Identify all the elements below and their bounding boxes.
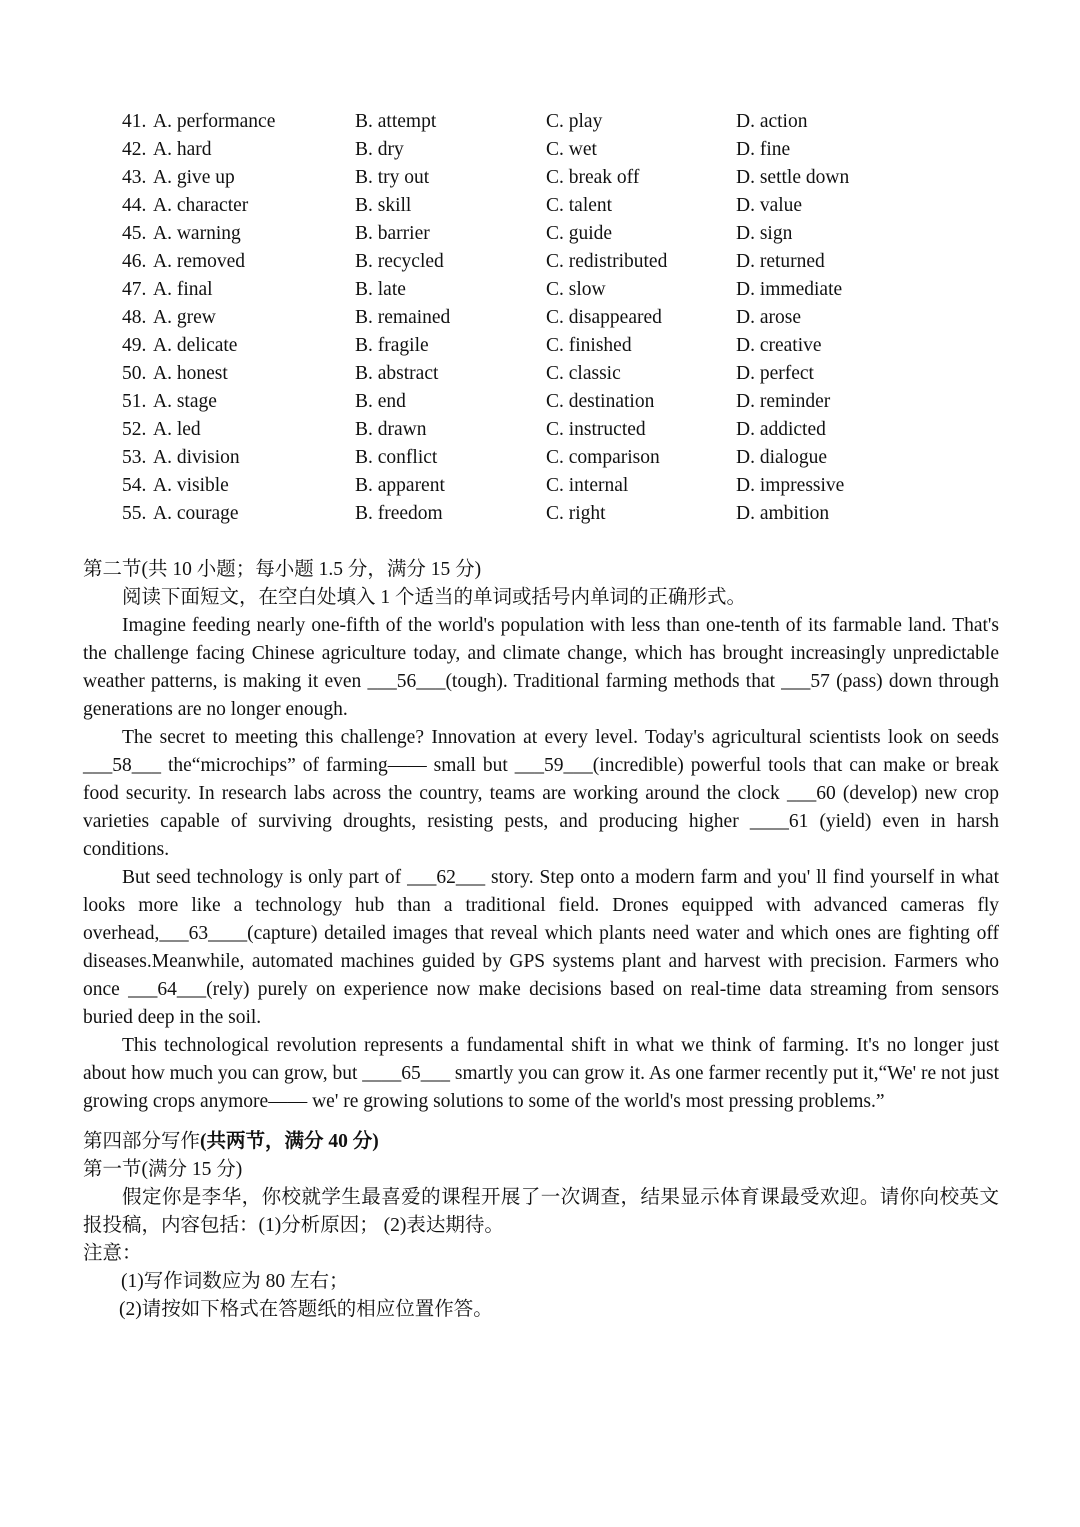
option-d: D. value (736, 195, 803, 216)
option-b: B. conflict (355, 447, 438, 468)
option-row (0, 164, 1080, 192)
option-d: D. fine (736, 139, 791, 160)
question-number: 52. (122, 419, 147, 440)
question-number: 48. (122, 307, 147, 328)
option-d: D. immediate (736, 279, 843, 300)
question-number: 47. (122, 279, 147, 300)
option-a: A. delicate (153, 335, 238, 356)
option-c: C. redistributed (546, 251, 668, 272)
option-row (0, 276, 1080, 304)
option-c: C. break off (546, 167, 640, 188)
option-a: A. stage (153, 391, 217, 412)
option-d: D. impressive (736, 475, 845, 496)
writing-section1-heading: 第一节(满分 15 分) (83, 1159, 243, 1180)
option-row (0, 108, 1080, 136)
note-item: (2)请按如下格式在答题纸的相应位置作答。 (119, 1299, 493, 1320)
option-c: C. slow (546, 279, 606, 300)
grammar-fill-section (83, 556, 999, 1324)
option-row (0, 472, 1080, 500)
option-b: B. end (355, 391, 406, 412)
question-number: 49. (122, 335, 147, 356)
option-a: A. courage (153, 503, 239, 524)
option-d: D. settle down (736, 167, 850, 188)
option-row (0, 416, 1080, 444)
part4-heading-prefix: 第四部分写作 (83, 1131, 201, 1152)
option-a: A. grew (153, 307, 216, 328)
option-b: B. late (355, 279, 406, 300)
part4-heading-bold: (共两节，满分 40 分) (200, 1131, 379, 1152)
option-row (0, 304, 1080, 332)
option-c: C. right (546, 503, 606, 524)
option-c: C. comparison (546, 447, 660, 468)
option-c: C. wet (546, 139, 597, 160)
option-a: A. hard (153, 139, 212, 160)
option-d: D. action (736, 111, 808, 132)
passage-paragraph: Imagine feeding nearly one-fifth of the world's population with less than one-tenth of its farmable land. That's the challenge facing Chinese agriculture today, and climate change, which has brought increasingly unpredictable weather patterns, is making it even ___56___(tough). Traditional farming methods that ___57 (pass) down through generations are no longer enough. (83, 615, 999, 720)
option-b: B. recycled (355, 251, 444, 272)
option-d: D. creative (736, 335, 822, 356)
option-c: C. destination (546, 391, 655, 412)
passage-paragraph: This technological revolution represents a fundamental shift in what we think of farming. It's no longer just about how much you can grow, but ____65___ smartly you can grow it. As one farmer recently put it,“We' re not just growing crops anymore—— we' re growing solutions to some of the world's most pressing problems.” (83, 1035, 999, 1112)
option-d: D. dialogue (736, 447, 827, 468)
option-b: B. fragile (355, 335, 429, 356)
option-b: B. dry (355, 139, 404, 160)
option-row (0, 500, 1080, 528)
option-c: C. talent (546, 195, 613, 216)
option-b: B. apparent (355, 475, 445, 496)
cloze-options-table (0, 108, 1080, 528)
question-number: 55. (122, 503, 147, 524)
option-a: A. final (153, 279, 213, 300)
question-number: 44. (122, 195, 147, 216)
question-number: 51. (122, 391, 147, 412)
option-c: C. play (546, 111, 603, 132)
question-number: 41. (122, 111, 147, 132)
option-c: C. guide (546, 223, 613, 244)
option-c: C. instructed (546, 419, 646, 440)
passage-paragraph: But seed technology is only part of ___62___ story. Step onto a modern farm and you' ll find yourself in what looks more like a technology hub than a traditional field. Drones equipped with advanced cameras fly overhead,___63____(capture) detailed images that reveal which plants need water and which ones are fighting off diseases.Meanwhile, automated machines guided by GPS systems plant and harvest with precision. Farmers who once ___64___(rely) purely on experience now make decisions based on real-time data streaming from sensors buried deep in the soil. (83, 867, 999, 1028)
option-row (0, 220, 1080, 248)
writing-prompt: 假定你是李华，你校就学生最喜爱的课程开展了一次调查，结果显示体育课最受欢迎。请你向校英文报投稿，内容包括：(1)分析原因； (2)表达期待。 (83, 1187, 999, 1236)
question-number: 53. (122, 447, 147, 468)
option-a: A. removed (153, 251, 246, 272)
option-a: A. warning (153, 223, 241, 244)
option-a: A. led (153, 419, 201, 440)
option-d: D. addicted (736, 419, 826, 440)
question-number: 45. (122, 223, 147, 244)
option-c: C. disappeared (546, 307, 662, 328)
option-b: B. drawn (355, 419, 427, 440)
option-row (0, 360, 1080, 388)
option-d: D. reminder (736, 391, 831, 412)
question-number: 46. (122, 251, 147, 272)
option-b: B. try out (355, 167, 430, 188)
option-a: A. performance (153, 111, 276, 132)
passage (83, 612, 999, 1116)
option-row (0, 332, 1080, 360)
option-c: C. classic (546, 363, 621, 384)
option-d: D. ambition (736, 503, 830, 524)
option-c: C. internal (546, 475, 629, 496)
option-row (0, 192, 1080, 220)
section2-instruction: 阅读下面短文，在空白处填入 1 个适当的单词或括号内单词的正确形式。 (122, 587, 747, 608)
option-d: D. perfect (736, 363, 814, 384)
option-d: D. returned (736, 251, 825, 272)
writing-prompt-block (83, 1184, 999, 1240)
option-b: B. barrier (355, 223, 430, 244)
question-number: 54. (122, 475, 147, 496)
note-item: (1)写作词数应为 80 左右； (121, 1271, 349, 1292)
question-number: 50. (122, 363, 147, 384)
option-b: B. freedom (355, 503, 443, 524)
option-a: A. honest (153, 363, 228, 384)
option-a: A. character (153, 195, 249, 216)
note-label: 注意： (83, 1243, 142, 1264)
option-d: D. arose (736, 307, 801, 328)
option-c: C. finished (546, 335, 632, 356)
option-row (0, 444, 1080, 472)
question-number: 43. (122, 167, 147, 188)
option-a: A. division (153, 447, 240, 468)
option-b: B. abstract (355, 363, 439, 384)
question-number: 42. (122, 139, 147, 160)
part4-heading (83, 1128, 999, 1156)
option-b: B. remained (355, 307, 451, 328)
option-row (0, 388, 1080, 416)
section2-heading: 第二节(共 10 小题；每小题 1.5 分，满分 15 分) (83, 559, 482, 580)
option-row (0, 136, 1080, 164)
option-b: B. skill (355, 195, 412, 216)
option-a: A. give up (153, 167, 235, 188)
option-b: B. attempt (355, 111, 437, 132)
option-row (0, 248, 1080, 276)
option-a: A. visible (153, 475, 229, 496)
passage-paragraph: The secret to meeting this challenge? Innovation at every level. Today's agricultural scientists look on seeds ___58___ the“microchips” of farming—— small but ___59___(incredible) powerful tools that can make or break food security. In research labs across the country, teams are working around the clock ___60 (develop) new crop varieties capable of surviving droughts, resisting pests, and producing higher ____61 (yield) even in harsh conditions. (83, 727, 999, 860)
option-d: D. sign (736, 223, 793, 244)
